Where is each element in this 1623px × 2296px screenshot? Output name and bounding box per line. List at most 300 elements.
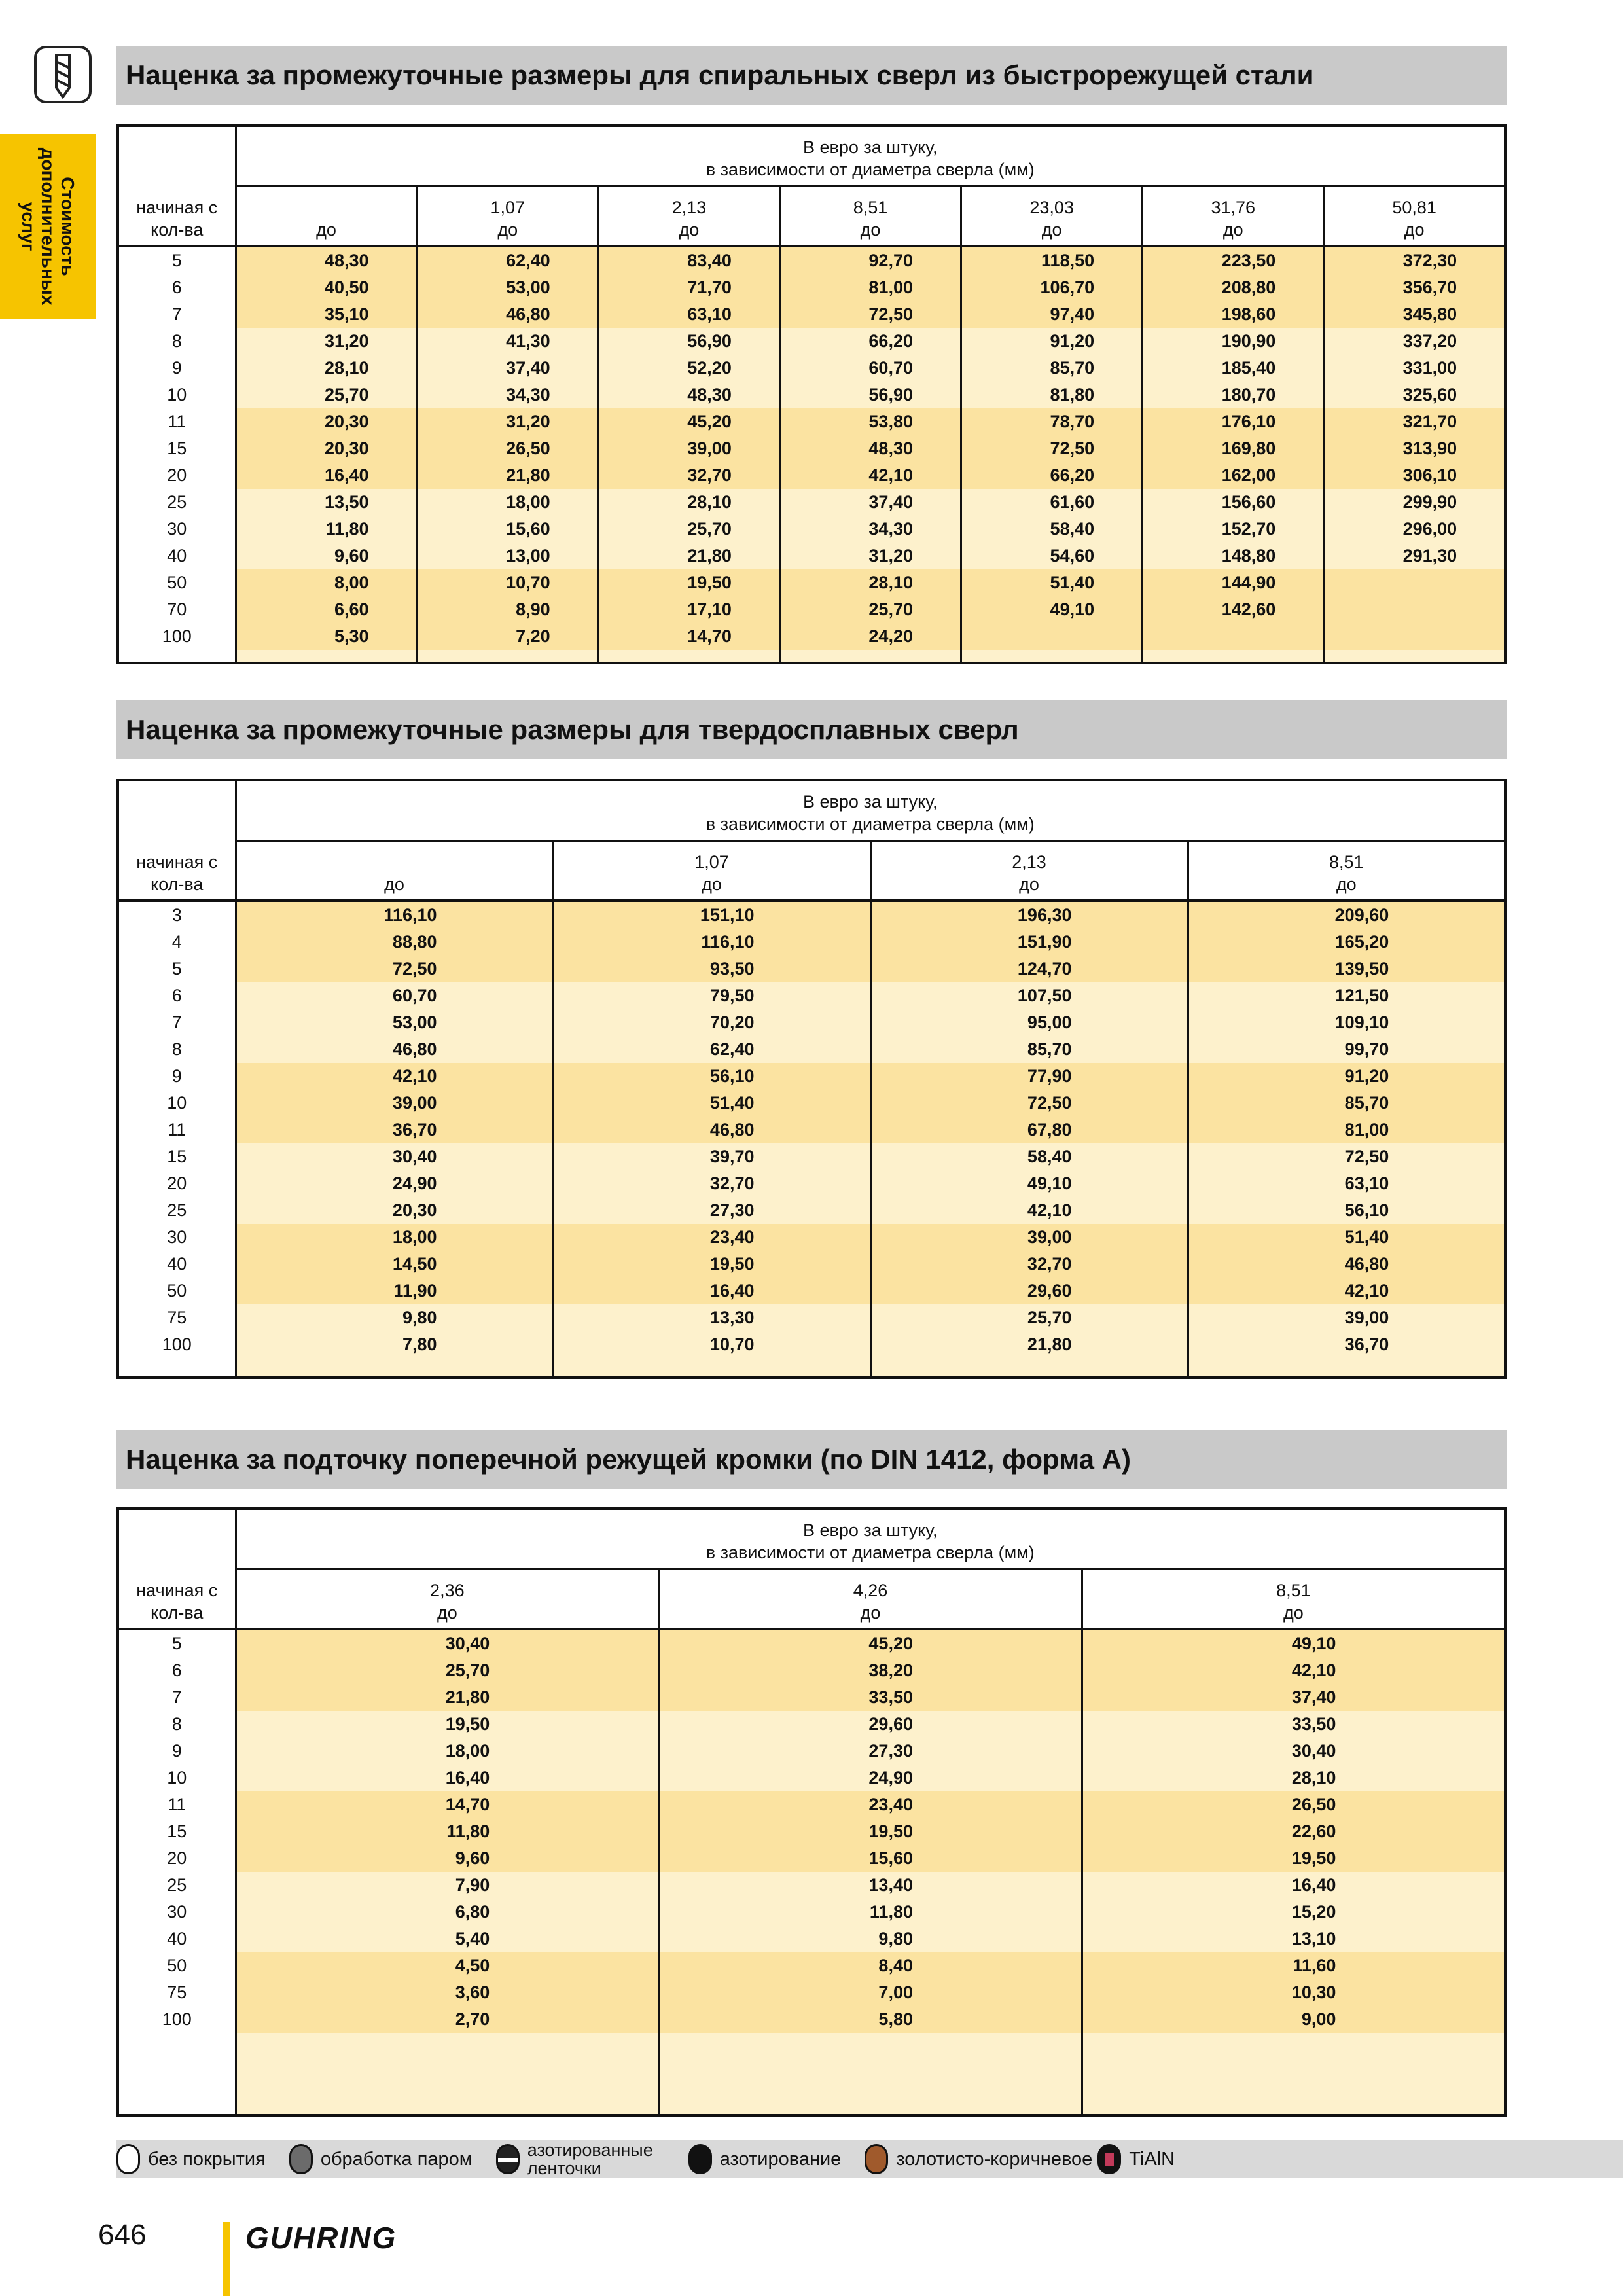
price-cell [1324, 650, 1505, 663]
price-value: 78,70 [1050, 412, 1095, 431]
diameter-column-header [1188, 840, 1505, 901]
upto-label: до [1404, 220, 1425, 240]
price-value: 63,10 [1344, 1174, 1389, 1193]
price-cell [1143, 489, 1324, 516]
price-cell [779, 569, 961, 596]
table-row [118, 1979, 1505, 2006]
price-cell [236, 1009, 553, 1036]
nitrided-lands-icon [496, 2144, 520, 2174]
price-value: 25,70 [324, 385, 369, 404]
price-cell [870, 1143, 1188, 1170]
price-value: 97,40 [1050, 304, 1095, 324]
price-value: 40,50 [324, 278, 369, 297]
diameter-value: 50,81 [1392, 198, 1436, 217]
quantity-cell: 6 [118, 274, 236, 301]
price-cell [598, 650, 779, 663]
quantity-cell: 8 [118, 1711, 236, 1738]
price-cell [553, 1251, 870, 1278]
steam-treated-icon [289, 2144, 313, 2174]
price-cell [1143, 382, 1324, 408]
quantity-cell: 9 [118, 1738, 236, 1765]
price-value: 20,30 [324, 412, 369, 431]
price-cell [961, 355, 1143, 382]
legend-label: TiAlN [1129, 2148, 1175, 2170]
price-cell [417, 650, 598, 663]
price-cell [417, 408, 598, 435]
price-cell [553, 1009, 870, 1036]
price-value: 13,10 [1291, 1929, 1336, 1948]
price-cell [236, 1358, 553, 1378]
price-cell [417, 328, 598, 355]
price-cell [236, 1711, 659, 1738]
price-cell [236, 1845, 659, 1872]
price-cell [1143, 623, 1324, 650]
price-cell [236, 2033, 659, 2115]
price-cell [553, 1358, 870, 1378]
price-value: 62,40 [506, 251, 550, 270]
table-row [118, 408, 1505, 435]
price-cell [236, 1926, 659, 1952]
price-value: 37,40 [868, 492, 913, 512]
price-value: 58,40 [1050, 519, 1095, 539]
price-cell [236, 650, 417, 663]
diameter-column-header [417, 186, 598, 246]
quantity-cell: 5 [118, 246, 236, 274]
price-cell [961, 650, 1143, 663]
price-value: 10,70 [709, 1335, 755, 1354]
price-cell [553, 982, 870, 1009]
price-cell [779, 489, 961, 516]
price-caption-line1: В евро за штуку, [802, 1520, 938, 1540]
price-value: 88,80 [392, 932, 437, 952]
table-row [118, 1278, 1505, 1304]
price-cell [779, 408, 961, 435]
price-value: 49,10 [1291, 1634, 1336, 1653]
diameter-column-header [1143, 186, 1324, 246]
price-cell [553, 1036, 870, 1063]
quantity-cell: 50 [118, 1952, 236, 1979]
price-cell [417, 462, 598, 489]
price-cell [598, 328, 779, 355]
price-cell [598, 382, 779, 408]
price-cell [1188, 1143, 1505, 1170]
price-cell [236, 1251, 553, 1278]
price-cell [1082, 1899, 1505, 1926]
price-cell [236, 1738, 659, 1765]
price-value: 63,10 [687, 304, 732, 324]
price-value: 23,40 [709, 1227, 755, 1247]
table-row [118, 1845, 1505, 1872]
price-value: 38,20 [868, 1660, 913, 1680]
legend-item [1097, 2144, 1175, 2174]
price-cell [1188, 1090, 1505, 1117]
section-3-title: Наценка за подточку поперечной режущей кромки (по DIN 1412, форма A) [116, 1430, 1507, 1489]
legend-label: без покрытия [148, 2148, 266, 2170]
price-cell [961, 543, 1143, 569]
price-value: 72,50 [392, 959, 437, 978]
table-row [118, 328, 1505, 355]
quantity-cell: 15 [118, 435, 236, 462]
price-value: 7,00 [878, 1982, 913, 2002]
price-cell [1082, 1765, 1505, 1791]
price-value: 6,80 [455, 1902, 490, 1922]
section-1-title: Наценка за промежуточные размеры для спиральных сверл из быстрорежущей стали [116, 46, 1507, 105]
price-value: 41,30 [506, 331, 550, 351]
price-cell [236, 1331, 553, 1358]
price-cell [1188, 1224, 1505, 1251]
price-cell [870, 1170, 1188, 1197]
price-value: 27,30 [709, 1200, 755, 1220]
price-value: 209,60 [1334, 905, 1389, 925]
table-row [118, 1738, 1505, 1765]
price-cell [1082, 1738, 1505, 1765]
price-cell [659, 2006, 1082, 2033]
price-value: 15,60 [506, 519, 550, 539]
price-value: 6,60 [334, 600, 369, 619]
table-row [118, 2006, 1505, 2033]
table-row [118, 1899, 1505, 1926]
quantity-cell: 25 [118, 1872, 236, 1899]
price-cell [961, 301, 1143, 328]
price-cell [961, 596, 1143, 623]
price-caption [236, 1509, 1505, 1569]
price-value: 118,50 [1041, 251, 1095, 270]
price-cell [553, 1278, 870, 1304]
diameter-column-header [961, 186, 1143, 246]
price-value: 11,80 [446, 1821, 490, 1841]
price-cell [1324, 274, 1505, 301]
upto-label: до [316, 220, 336, 240]
table-row [118, 543, 1505, 569]
quantity-cell: 3 [118, 901, 236, 929]
price-cell [598, 301, 779, 328]
diameter-value: 8,51 [1276, 1581, 1311, 1600]
price-value: 21,80 [445, 1687, 490, 1707]
price-cell [236, 462, 417, 489]
price-cell [961, 489, 1143, 516]
price-value: 107,50 [1017, 986, 1072, 1005]
price-value: 180,70 [1221, 385, 1276, 404]
price-cell [417, 435, 598, 462]
table-row [118, 435, 1505, 462]
price-value: 11,80 [325, 519, 369, 539]
price-value: 42,10 [1344, 1281, 1389, 1300]
price-value: 337,20 [1402, 331, 1457, 351]
price-cell [779, 650, 961, 663]
price-value: 72,50 [868, 304, 913, 324]
price-cell [236, 569, 417, 596]
price-cell [1082, 1684, 1505, 1711]
price-cell [1188, 1036, 1505, 1063]
price-value: 162,00 [1221, 465, 1276, 485]
diameter-column-header [236, 1569, 659, 1629]
price-value: 11,80 [869, 1902, 913, 1922]
table-row [118, 1952, 1505, 1979]
table-row [118, 246, 1505, 274]
table-row [118, 1304, 1505, 1331]
price-value: 296,00 [1402, 519, 1457, 539]
price-value: 313,90 [1402, 439, 1457, 458]
price-value: 18,00 [445, 1741, 490, 1761]
price-cell [1082, 1791, 1505, 1818]
diameter-column-header [553, 840, 870, 901]
legend-item [289, 2144, 473, 2174]
price-cell [961, 274, 1143, 301]
legend-item [116, 2144, 266, 2174]
price-cell [598, 274, 779, 301]
price-cell [1143, 650, 1324, 663]
price-value: 56,10 [709, 1066, 755, 1086]
price-value: 156,60 [1221, 492, 1276, 512]
price-cell [417, 516, 598, 543]
price-value: 66,20 [868, 331, 913, 351]
price-value: 8,00 [334, 573, 369, 592]
price-cell [659, 1818, 1082, 1845]
price-value: 39,70 [709, 1147, 755, 1166]
price-cell [1143, 408, 1324, 435]
price-cell [1324, 543, 1505, 569]
gold-brown-icon [865, 2144, 888, 2174]
price-cell [1324, 569, 1505, 596]
price-cell [236, 1979, 659, 2006]
price-value: 56,10 [1344, 1200, 1389, 1220]
quantity-cell: 20 [118, 1845, 236, 1872]
price-value: 95,00 [1027, 1013, 1072, 1032]
legend-label: азотирование [719, 2148, 842, 2170]
price-cell [1188, 929, 1505, 956]
price-value: 9,80 [402, 1308, 437, 1327]
price-value: 37,40 [1291, 1687, 1336, 1707]
diameter-value: 4,26 [853, 1581, 888, 1600]
quantity-cell: 15 [118, 1143, 236, 1170]
price-cell [870, 1117, 1188, 1143]
price-value: 21,80 [687, 546, 732, 565]
price-value: 51,40 [709, 1093, 755, 1113]
price-value: 66,20 [1050, 465, 1095, 485]
price-cell [659, 1711, 1082, 1738]
table-row [118, 1629, 1505, 1657]
price-value: 9,60 [334, 546, 369, 565]
price-value: 34,30 [868, 519, 913, 539]
price-cell [1082, 1818, 1505, 1845]
price-value: 139,50 [1334, 959, 1389, 978]
price-caption-line1: В евро за штуку, [802, 791, 938, 812]
price-cell [236, 623, 417, 650]
price-value: 53,80 [868, 412, 913, 431]
price-value: 51,40 [1344, 1227, 1389, 1247]
price-cell [553, 1170, 870, 1197]
price-cell [1143, 355, 1324, 382]
price-value: 42,10 [392, 1066, 437, 1086]
price-value: 25,70 [1027, 1308, 1072, 1327]
quantity-cell: 100 [118, 2006, 236, 2033]
footer-accent-bar [223, 2222, 230, 2296]
price-value: 18,00 [506, 492, 550, 512]
price-value: 21,80 [506, 465, 550, 485]
quantity-cell: 50 [118, 1278, 236, 1304]
price-value: 58,40 [1027, 1147, 1072, 1166]
qty-header [118, 126, 236, 246]
price-value: 26,50 [506, 439, 550, 458]
price-cell [417, 382, 598, 408]
quantity-cell: 75 [118, 1979, 236, 2006]
price-value: 42,10 [868, 465, 913, 485]
price-cell [1143, 543, 1324, 569]
price-cell [236, 382, 417, 408]
price-value: 46,80 [506, 304, 550, 324]
price-cell [870, 929, 1188, 956]
price-cell [961, 569, 1143, 596]
price-cell [1082, 1952, 1505, 1979]
table-row [118, 1036, 1505, 1063]
price-value: 33,50 [1291, 1714, 1336, 1734]
price-cell [1188, 956, 1505, 982]
price-cell [236, 901, 553, 929]
price-value: 21,80 [1027, 1335, 1072, 1354]
price-cell [779, 246, 961, 274]
price-value: 176,10 [1221, 412, 1276, 431]
price-value: 16,40 [445, 1768, 490, 1787]
quantity-cell [118, 1358, 236, 1378]
price-cell [659, 1952, 1082, 1979]
quantity-cell [118, 2033, 236, 2115]
upto-label: до [1336, 874, 1357, 894]
legend-item [496, 2141, 665, 2178]
price-value: 77,90 [1027, 1066, 1072, 1086]
empty-row [118, 650, 1505, 663]
price-cell [659, 1657, 1082, 1684]
price-cell [236, 1657, 659, 1684]
price-value: 121,50 [1334, 986, 1389, 1005]
price-cell [1324, 301, 1505, 328]
price-value: 28,10 [868, 573, 913, 592]
qty-header [118, 1509, 236, 1629]
table-row [118, 1926, 1505, 1952]
price-value: 299,90 [1402, 492, 1457, 512]
price-value: 31,20 [324, 331, 369, 351]
quantity-cell: 75 [118, 1304, 236, 1331]
price-cell [779, 274, 961, 301]
price-caption [236, 780, 1505, 840]
table-row [118, 516, 1505, 543]
price-value: 54,60 [1050, 546, 1095, 565]
price-cell [870, 1331, 1188, 1358]
price-value: 62,40 [709, 1039, 755, 1059]
price-value: 19,50 [687, 573, 732, 592]
price-cell [961, 623, 1143, 650]
table-row [118, 901, 1505, 929]
price-value: 190,90 [1221, 331, 1276, 351]
price-cell [1188, 1278, 1505, 1304]
diameter-column-header [236, 186, 417, 246]
price-cell [236, 929, 553, 956]
price-value: 93,50 [709, 959, 755, 978]
price-cell [779, 382, 961, 408]
price-value: 106,70 [1040, 278, 1095, 297]
price-cell [1082, 2006, 1505, 2033]
legend-label: золотисто-коричневое [896, 2148, 1093, 2170]
table-row [118, 355, 1505, 382]
price-value: 372,30 [1402, 251, 1457, 270]
price-cell [236, 1278, 553, 1304]
price-cell [1143, 516, 1324, 543]
diameter-column-header [659, 1569, 1082, 1629]
price-value: 14,50 [392, 1254, 437, 1274]
table-row [118, 1684, 1505, 1711]
price-cell [236, 246, 417, 274]
carbide-intermediate-size-table [116, 779, 1507, 1379]
price-value: 325,60 [1402, 385, 1457, 404]
price-value: 196,30 [1017, 905, 1072, 925]
price-value: 20,30 [324, 439, 369, 458]
price-value: 29,60 [868, 1714, 913, 1734]
page-number: 646 [98, 2219, 147, 2251]
upto-label: до [860, 1603, 881, 1623]
price-cell [659, 1684, 1082, 1711]
table-row [118, 1711, 1505, 1738]
price-value: 39,00 [1027, 1227, 1072, 1247]
price-value: 35,10 [324, 304, 369, 324]
hss-intermediate-size-table [116, 124, 1507, 664]
price-value: 49,10 [1050, 600, 1095, 619]
qty-header-line1: начиная с [136, 1581, 218, 1600]
price-cell [553, 956, 870, 982]
price-value: 345,80 [1402, 304, 1457, 324]
price-value: 198,60 [1221, 304, 1276, 324]
uncoated-icon [116, 2144, 140, 2174]
quantity-cell: 10 [118, 382, 236, 408]
price-cell [236, 1143, 553, 1170]
price-value: 331,00 [1402, 358, 1457, 378]
price-cell [236, 489, 417, 516]
price-cell [236, 1090, 553, 1117]
quantity-cell: 8 [118, 1036, 236, 1063]
upto-label: до [1283, 1603, 1304, 1623]
table-row [118, 569, 1505, 596]
price-value: 51,40 [1050, 573, 1095, 592]
price-value: 15,60 [868, 1848, 913, 1868]
quantity-cell: 6 [118, 1657, 236, 1684]
diameter-value: 1,07 [490, 198, 525, 217]
price-cell [553, 1304, 870, 1331]
price-cell [553, 1063, 870, 1090]
price-value: 19,50 [709, 1254, 755, 1274]
price-value: 109,10 [1334, 1013, 1389, 1032]
price-value: 46,80 [1344, 1254, 1389, 1274]
price-value: 46,80 [709, 1120, 755, 1139]
price-cell [236, 596, 417, 623]
price-value: 42,10 [1027, 1200, 1072, 1220]
price-cell [1188, 901, 1505, 929]
price-cell [553, 1331, 870, 1358]
price-cell [870, 1304, 1188, 1331]
price-cell [1143, 301, 1324, 328]
quantity-cell: 20 [118, 1170, 236, 1197]
diameter-value: 2,36 [430, 1581, 465, 1600]
price-cell [961, 462, 1143, 489]
price-cell [598, 462, 779, 489]
price-value: 27,30 [868, 1741, 913, 1761]
price-cell [553, 901, 870, 929]
price-cell [659, 1738, 1082, 1765]
price-cell [1188, 1304, 1505, 1331]
price-cell [598, 543, 779, 569]
price-cell [553, 1224, 870, 1251]
price-cell [236, 301, 417, 328]
price-value: 61,60 [1050, 492, 1095, 512]
upto-label: до [1222, 220, 1243, 240]
price-value: 72,50 [1050, 439, 1095, 458]
